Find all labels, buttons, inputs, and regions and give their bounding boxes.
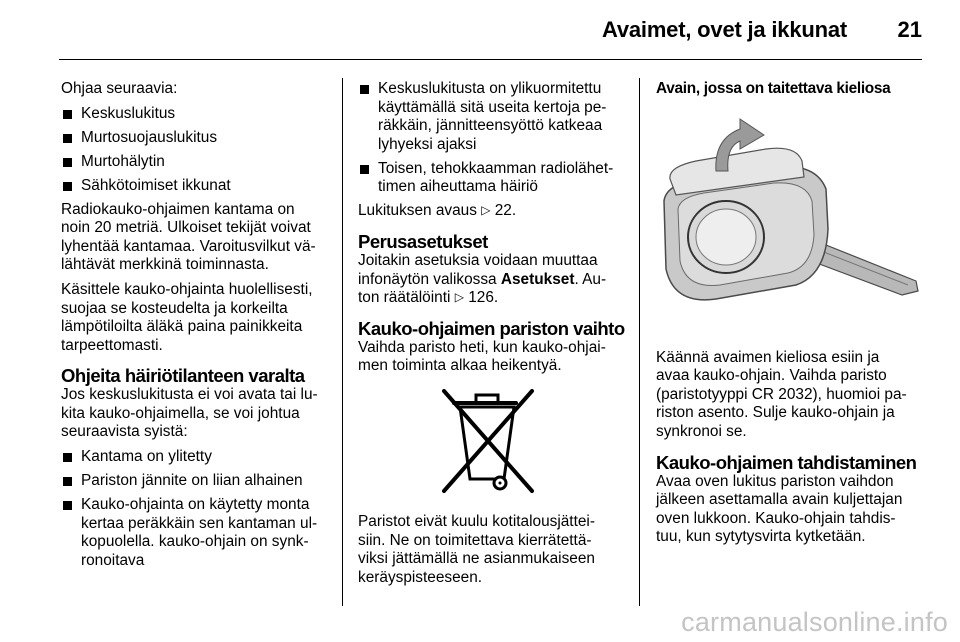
settings-menu-name: Asetukset bbox=[500, 270, 575, 288]
square-bullet-icon bbox=[63, 182, 72, 191]
column-3 bbox=[656, 80, 922, 553]
list-item: Murtosuojauslukitus bbox=[61, 129, 327, 148]
square-bullet-icon bbox=[360, 165, 369, 174]
list-item: Pariston jännite on liian alhainen bbox=[61, 472, 327, 491]
column-1 bbox=[61, 80, 327, 576]
unlock-reference: Lukituksen avaus ▷ 22. bbox=[358, 202, 517, 220]
page-number: 21 bbox=[897, 17, 922, 42]
square-bullet-icon bbox=[360, 85, 369, 94]
list-item: Keskuslukitus bbox=[61, 105, 327, 124]
page-title: Avaimet, ovet ja ikkunat bbox=[601, 17, 847, 42]
intro-text: Ohjaa seuraavia: bbox=[61, 80, 178, 97]
square-bullet-icon bbox=[63, 501, 72, 510]
square-bullet-icon bbox=[63, 110, 72, 119]
fault-heading: Ohjeita häiriötilanteen varalta bbox=[61, 365, 305, 387]
key-fob-icon bbox=[656, 109, 922, 339]
settings-heading: Perusasetukset bbox=[358, 230, 488, 252]
key-battery-figure bbox=[656, 109, 922, 339]
battery-paragraph: Vaihda paristo heti, kun kauko-ohjai- men toiminta alkaa heikentyä. bbox=[358, 338, 606, 375]
settings-paragraph: Joitakin asetuksia voidaan muuttaa infonäytön valikossa Asetukset. Au- ton räätälöinti ▷ 126. bbox=[358, 251, 607, 307]
disposal-paragraph: Paristot eivät kuulu kotitalousjättei- siin. Ne on toimitettava kierrätettä- viksi jättämällä ne asianmukaiseen keräyspisteeseen. bbox=[358, 512, 595, 586]
triangle-arrow-icon: ▷ bbox=[454, 290, 464, 305]
sync-heading: Kauko-ohjaimen tahdistaminen bbox=[656, 451, 917, 473]
sync-paragraph: Avaa oven lukitus pariston vaihdon jälkeen asettamalla avain kuljettajan oven lukkoon. Kauko-ohjain tahdis- tuu, kun sytytysvirta kytketään. bbox=[656, 472, 903, 546]
causes-list bbox=[61, 448, 327, 570]
column-divider-2 bbox=[639, 78, 640, 606]
customisation-reference-link[interactable]: 126. bbox=[468, 289, 499, 307]
list-item: Sähkötoimiset ikkunat bbox=[61, 177, 327, 196]
list-item: Murtohälytin bbox=[61, 153, 327, 172]
unlock-reference-link[interactable]: 22. bbox=[494, 202, 517, 220]
list-item: Toisen, tehokkaamman radiolähet- timen aiheuttama häiriö bbox=[358, 160, 624, 197]
crossed-bin-figure bbox=[358, 387, 624, 499]
key-paragraph: Käännä avaimen kieliosa esiin ja avaa kauko-ohjain. Vaihda paristo (paristotyyppi CR 2032), huomioi pa- riston asento. Sulje kauko-ohjain ja synkronoi se. bbox=[656, 348, 907, 440]
fault-paragraph: Jos keskuslukitusta ei voi avata tai lu- kita kauko-ohjaimella, se voi johtua seuraavista syistä: bbox=[61, 386, 318, 441]
column-divider-1 bbox=[342, 78, 343, 606]
list-item: Kantama on ylitetty bbox=[61, 448, 327, 467]
causes-list-continued bbox=[358, 80, 624, 197]
range-paragraph: Radiokauko-ohjaimen kantama on noin 20 metriä. Ulkoiset tekijät voivat lyhentää kantamaa. Varoitusvilkut vä- lähtävät merkkinä toiminnasta. bbox=[61, 200, 316, 274]
list-item: Keskuslukitusta on ylikuormitettu käyttämällä sitä useita kertoja pe- räkkäin, jännitteensyöttö katkeaa lyhyeksi ajaksi bbox=[358, 80, 624, 154]
controls-list bbox=[61, 105, 327, 196]
key-heading: Avain, jossa on taitettava kieliosa bbox=[656, 80, 891, 97]
square-bullet-icon bbox=[63, 477, 72, 486]
triangle-arrow-icon: ▷ bbox=[481, 203, 491, 218]
list-item: Kauko-ohjainta on käytetty monta kertaa peräkkäin sen kantaman ul- kopuolella. kauko-ohjain on synk- ronoitava bbox=[61, 496, 327, 570]
crossed-bin-icon bbox=[358, 387, 624, 499]
header-divider bbox=[59, 59, 922, 60]
square-bullet-icon bbox=[63, 134, 72, 143]
watermark: carmanualsonline.info bbox=[681, 607, 948, 637]
square-bullet-icon bbox=[63, 158, 72, 167]
care-paragraph: Käsittele kauko-ohjainta huolellisesti, suojaa se kosteudelta ja korkeilta lämpötiloilta äläkä paina painikkeita tarpeettomasti. bbox=[61, 280, 313, 354]
page-header bbox=[0, 0, 960, 60]
column-2 bbox=[358, 80, 624, 593]
battery-heading: Kauko-ohjaimen pariston vaihto bbox=[358, 317, 625, 339]
square-bullet-icon bbox=[63, 453, 72, 462]
